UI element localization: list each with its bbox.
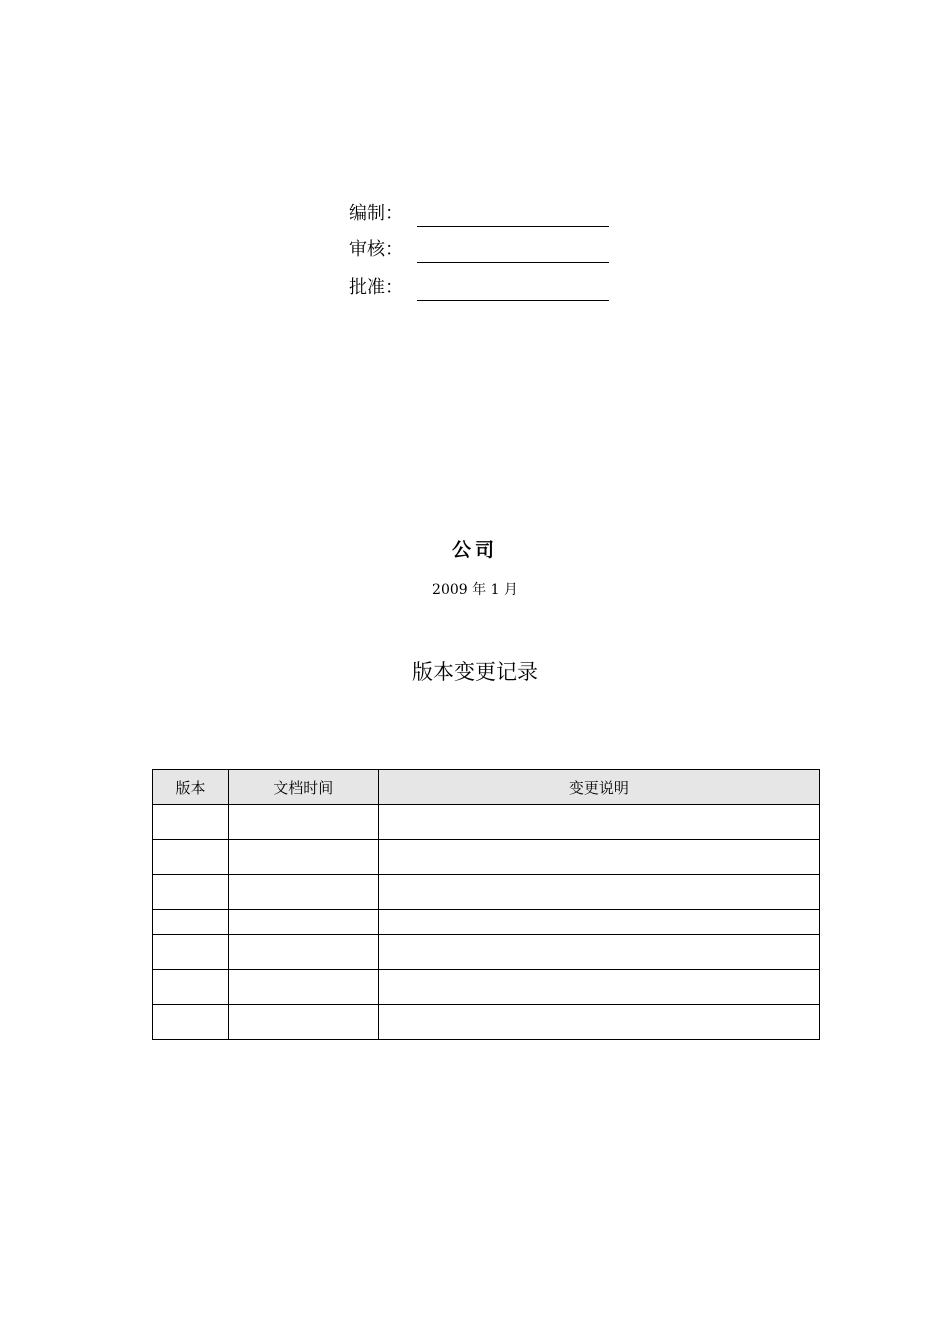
author-label: 编制： <box>349 203 403 224</box>
change-description-cell[interactable] <box>378 935 819 970</box>
version-cell[interactable] <box>153 935 229 970</box>
change-description-cell[interactable] <box>378 910 819 935</box>
doc-time-cell[interactable] <box>228 935 378 970</box>
company-name: 公司 <box>451 539 498 561</box>
table-row <box>153 910 820 935</box>
doc-time-cell[interactable] <box>228 805 378 840</box>
column-header-version: 版本 <box>153 770 229 805</box>
version-record-title: 版本变更记录 <box>412 660 538 684</box>
column-header-change-description: 变更说明 <box>378 770 819 805</box>
version-cell[interactable] <box>153 970 229 1005</box>
reviewer-label: 审核： <box>349 239 403 260</box>
change-description-cell[interactable] <box>378 1005 819 1040</box>
signature-row-reviewer <box>349 237 611 267</box>
document-date: 2009 年 1 月 <box>432 582 518 598</box>
doc-time-cell[interactable] <box>228 1005 378 1040</box>
table-header-row <box>153 770 820 805</box>
doc-time-cell[interactable] <box>228 840 378 875</box>
table-row <box>153 875 820 910</box>
approver-signature-line[interactable] <box>417 300 609 301</box>
table-row <box>153 935 820 970</box>
column-header-doc-time: 文档时间 <box>228 770 378 805</box>
table-row <box>153 805 820 840</box>
change-description-cell[interactable] <box>378 805 819 840</box>
signature-row-author <box>349 201 611 231</box>
doc-time-cell[interactable] <box>228 970 378 1005</box>
change-description-cell[interactable] <box>378 970 819 1005</box>
approver-label: 批准： <box>349 277 403 298</box>
change-description-cell[interactable] <box>378 840 819 875</box>
table-row <box>153 970 820 1005</box>
table-row <box>153 840 820 875</box>
version-cell[interactable] <box>153 910 229 935</box>
doc-time-cell[interactable] <box>228 875 378 910</box>
version-cell[interactable] <box>153 805 229 840</box>
signature-row-approver <box>349 275 611 305</box>
version-cell[interactable] <box>153 875 229 910</box>
version-cell[interactable] <box>153 1005 229 1040</box>
reviewer-signature-line[interactable] <box>417 262 609 263</box>
version-change-table <box>152 769 820 1040</box>
change-description-cell[interactable] <box>378 875 819 910</box>
author-signature-line[interactable] <box>417 226 609 227</box>
table-row <box>153 1005 820 1040</box>
version-cell[interactable] <box>153 840 229 875</box>
doc-time-cell[interactable] <box>228 910 378 935</box>
